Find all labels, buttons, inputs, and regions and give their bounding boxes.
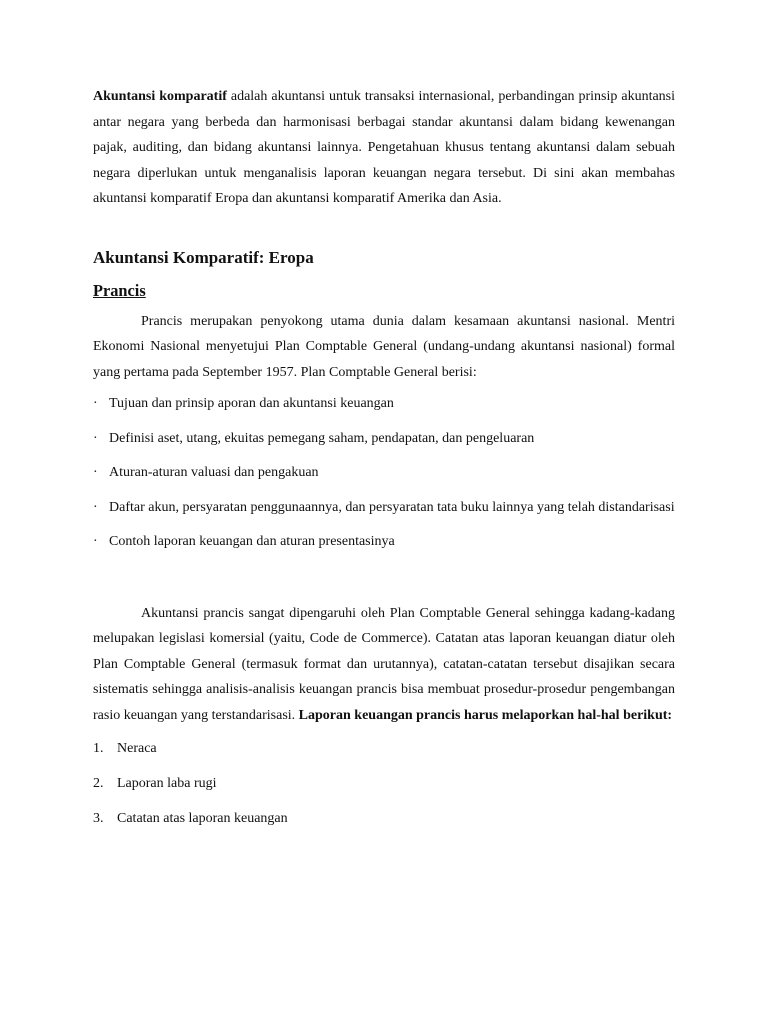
intro-text: adalah akuntansi untuk transaksi internasional, perbandingan prinsip akuntansi antar negara yang berbeda dan harmonisasi berbagai standar akuntansi dalam bidang kewenangan pajak, auditing, dan bidang akuntansi lainnya. Pengetahuan khusus tentang akuntansi dalam sebuah negara diperlukan untuk menganalisis laporan keuangan negara tersebut. Di sini akan membahas akuntansi komparatif Eropa dan akuntansi komparatif Amerika dan Asia. xyxy=(93,89,676,206)
numbered-text: Catatan atas laporan keuangan xyxy=(117,811,288,826)
list-item-text: Contoh laporan keuangan dan aturan presentasinya xyxy=(109,534,395,549)
list-item-text: Daftar akun, persyaratan penggunaannya, dan persyaratan tata buku lainnya yang telah distandarisasi xyxy=(109,499,675,515)
list-item xyxy=(93,426,675,452)
list-item xyxy=(93,391,675,417)
paragraph-akuntansi-prancis xyxy=(93,601,675,729)
numbered-item xyxy=(93,808,675,830)
list-item-text: Aturan-aturan valuasi dan pengakuan xyxy=(109,465,319,480)
list-item-text: Tujuan dan prinsip aporan dan akuntansi keuangan xyxy=(109,396,394,411)
section-heading: Akuntansi Komparatif: Eropa xyxy=(93,247,314,267)
list-item-text: Definisi aset, utang, ekuitas pemegang saham, pendapatan, dan pengeluaran xyxy=(109,430,535,446)
paragraph2-text: Akuntansi prancis sangat dipengaruhi oleh Plan Comptable General sehingga kadang-kadang melupakan legislasi komersial (yaitu, Code de Commerce). Catatan atas laporan keuangan diatur oleh Plan Comptable General (termasuk format dan urutannya), catatan-catatan tersebut disajikan secara sistematis sehingga analisis-analisis keuangan prancis bisa membuat prosedur-prosedur pengembangan rasio keuangan yang terstandarisasi. xyxy=(93,605,675,723)
bullet-marker: · xyxy=(93,499,98,515)
bullet-marker: · xyxy=(93,396,98,411)
intro-paragraph xyxy=(93,84,675,212)
numbered-item xyxy=(93,773,675,795)
paragraph2-bold-tail: Laporan keuangan prancis harus melaporkan hal-hal berikut: xyxy=(298,707,673,723)
bullet-marker: · xyxy=(93,534,98,549)
paragraph-prancis: Prancis merupakan penyokong utama dunia dalam kesamaan akuntansi nasional. Mentri Ekonomi Nasional menyetujui Plan Comptable General (undang-undang akuntansi nasional) formal yang pertama pada September 1957. Plan Comptable General berisi: xyxy=(93,313,675,380)
list-item xyxy=(93,495,675,521)
numbered-text: Neraca xyxy=(117,741,157,756)
bullet-marker: · xyxy=(93,465,98,480)
list-item xyxy=(93,529,675,555)
numbered-marker: 2. xyxy=(93,776,104,791)
bullet-list xyxy=(93,391,675,555)
list-item xyxy=(93,460,675,486)
numbered-marker: 3. xyxy=(93,811,104,826)
numbered-item xyxy=(93,738,675,760)
intro-term: Akuntansi komparatif xyxy=(93,89,227,104)
numbered-marker: 1. xyxy=(93,741,104,756)
numbered-text: Laporan laba rugi xyxy=(117,776,217,791)
numbered-list xyxy=(93,738,675,830)
subsection-heading: Prancis xyxy=(93,280,146,300)
bullet-marker: · xyxy=(93,430,98,446)
document-page xyxy=(93,84,675,830)
